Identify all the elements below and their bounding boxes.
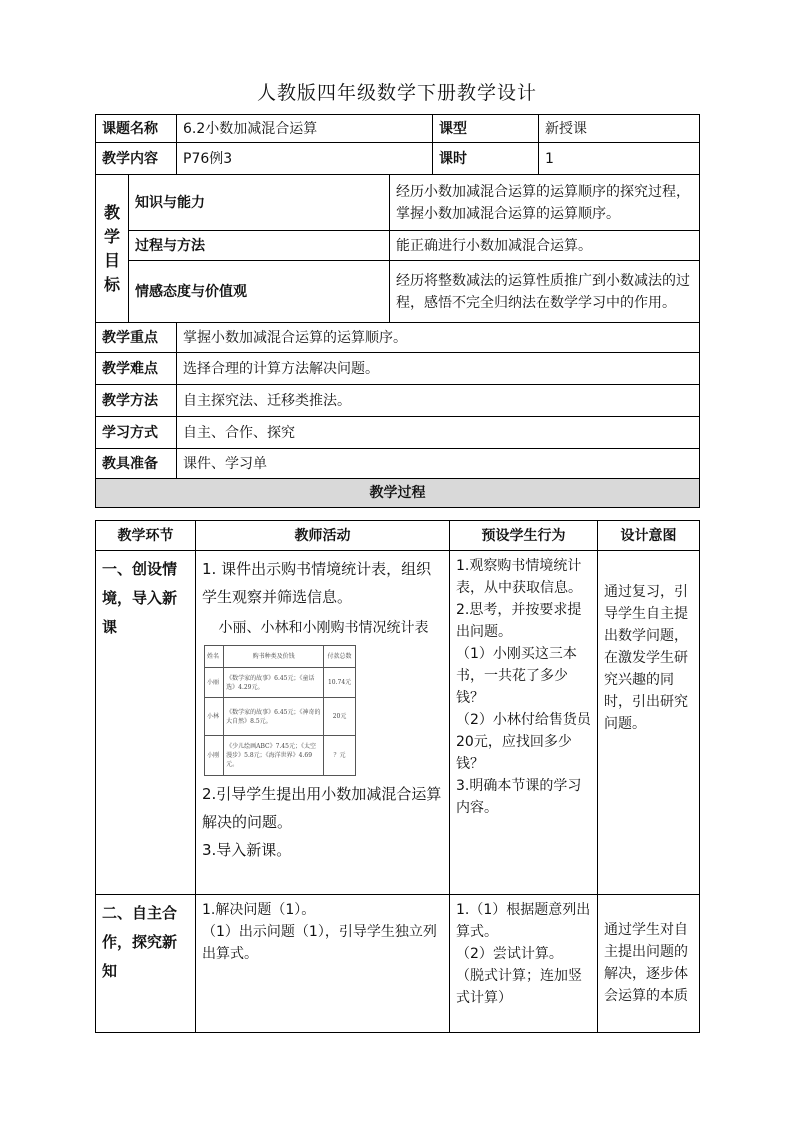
method-label: 教学方法 <box>96 385 177 417</box>
key-point-label: 教学重点 <box>96 323 177 353</box>
course-name-label: 课题名称 <box>96 115 177 143</box>
stage2-teacher-step1: 1.解决问题（1）。 <box>202 902 316 918</box>
type-value: 新授课 <box>539 115 700 143</box>
stage2-student-line: （脱式计算；连加竖式计算） <box>456 968 582 1006</box>
content-value: P76例3 <box>177 143 433 175</box>
mini-row-name: 小刚 <box>205 736 224 776</box>
goal-text-2: 能正确进行小数加减混合运算。 <box>390 231 700 261</box>
stage2-teacher <box>196 895 450 1033</box>
header-student: 预设学生行为 <box>450 521 598 551</box>
mini-row-total: 10.74元 <box>324 668 356 698</box>
mini-row-books: 《数学家的故事》6.45元；《神奇的大自然》8.5元。 <box>224 698 324 736</box>
course-name-value: 6.2小数加减混合运算 <box>177 115 433 143</box>
goal-label-1: 知识与能力 <box>129 175 390 231</box>
stage2-name: 二、自主合作，探究新知 <box>96 895 196 1033</box>
goal-text-3: 经历将整数减法的运算性质推广到小数减法的过程，感悟不完全归纳法在数学学习中的作用。 <box>390 261 700 323</box>
materials-label: 教具准备 <box>96 449 177 479</box>
stage1-name: 一、创设情境，导入新课 <box>96 551 196 895</box>
header-teacher: 教师活动 <box>196 521 450 551</box>
mini-header-total: 付款总数 <box>324 646 356 668</box>
stage1-student-line: 2.思考，并按要求提出问题。 <box>456 602 582 640</box>
learning-mode-text: 自主、合作、探究 <box>177 417 700 449</box>
header-stage: 教学环节 <box>96 521 196 551</box>
hours-label: 课时 <box>433 143 539 175</box>
content-label: 教学内容 <box>96 143 177 175</box>
stage2-student-line: （2）尝试计算。 <box>456 946 563 962</box>
goal-text-1: 经历小数加减混合运算的运算顺序的探究过程，掌握小数加减混合运算的运算顺序。 <box>390 175 700 231</box>
mini-row-name: 小林 <box>205 698 224 736</box>
stage2-intent: 通过学生对自主提出问题的解决，逐步体会运算的本质 <box>598 895 700 1033</box>
materials-text: 课件、学习单 <box>177 449 700 479</box>
mini-row-books: 《数学家的故事》6.45元；《童话选》4.29元。 <box>224 668 324 698</box>
page-title: 人教版四年级数学下册教学设计 <box>256 82 537 104</box>
info-table <box>95 114 700 508</box>
stage1-intent: 通过复习，引导学生自主提出数学问题，在激发学生研究兴趣的同时，引出研究问题。 <box>598 551 700 895</box>
mini-row-total: 20元 <box>324 698 356 736</box>
mini-header-name: 姓名 <box>205 646 224 668</box>
stats-table-caption: 小丽、小林和小刚购书情况统计表 <box>218 620 429 636</box>
goal-label-2: 过程与方法 <box>129 231 390 261</box>
process-table <box>95 520 700 1033</box>
method-text: 自主探究法、迁移类推法。 <box>177 385 700 417</box>
stage1-student <box>450 551 598 895</box>
book-stats-table <box>204 645 356 776</box>
process-title: 教学过程 <box>96 479 700 508</box>
mini-row-books: 《少儿绘画ABC》7.45元；《太空漫步》5.8元；《海洋世界》4.69元。 <box>224 736 324 776</box>
mini-header-books: 购书种类及价钱 <box>224 646 324 668</box>
header-intent: 设计意图 <box>598 521 700 551</box>
stage1-teacher-step2: 2.引导学生提出用小数加减混合运算解决的问题。 <box>202 785 442 831</box>
type-label: 课型 <box>433 115 539 143</box>
mini-row-name: 小丽 <box>205 668 224 698</box>
key-point-text: 掌握小数加减混合运算的运算顺序。 <box>177 323 700 353</box>
stage1-teacher-step3: 3.导入新课。 <box>202 841 292 859</box>
stage2-student <box>450 895 598 1033</box>
stage1-teacher <box>196 551 450 895</box>
learning-mode-label: 学习方式 <box>96 417 177 449</box>
difficulty-text: 选择合理的计算方法解决问题。 <box>177 353 700 385</box>
stage1-student-line: （2）小林付给售货员20元，应找回多少钱？ <box>456 712 591 772</box>
stage2-teacher-step2: （1）出示问题（1），引导学生独立列出算式。 <box>202 924 437 962</box>
goal-label-3: 情感态度与价值观 <box>129 261 390 323</box>
goals-label: 教学目标 <box>96 175 129 323</box>
stage1-student-line: （1）小刚买这三本书，一共花了多少钱？ <box>456 646 577 706</box>
hours-value: 1 <box>539 143 700 175</box>
stage1-teacher-step1: 1. 课件出示购书情境统计表，组织学生观察并筛选信息。 <box>202 560 432 606</box>
mini-row-total: ？元 <box>324 736 356 776</box>
stage1-student-line: 3.明确本节课的学习内容。 <box>456 778 582 816</box>
difficulty-label: 教学难点 <box>96 353 177 385</box>
stage1-student-line: 1.观察购书情境统计表，从中获取信息。 <box>456 558 582 596</box>
stage2-student-line: 1.（1）根据题意列出算式。 <box>456 902 591 940</box>
